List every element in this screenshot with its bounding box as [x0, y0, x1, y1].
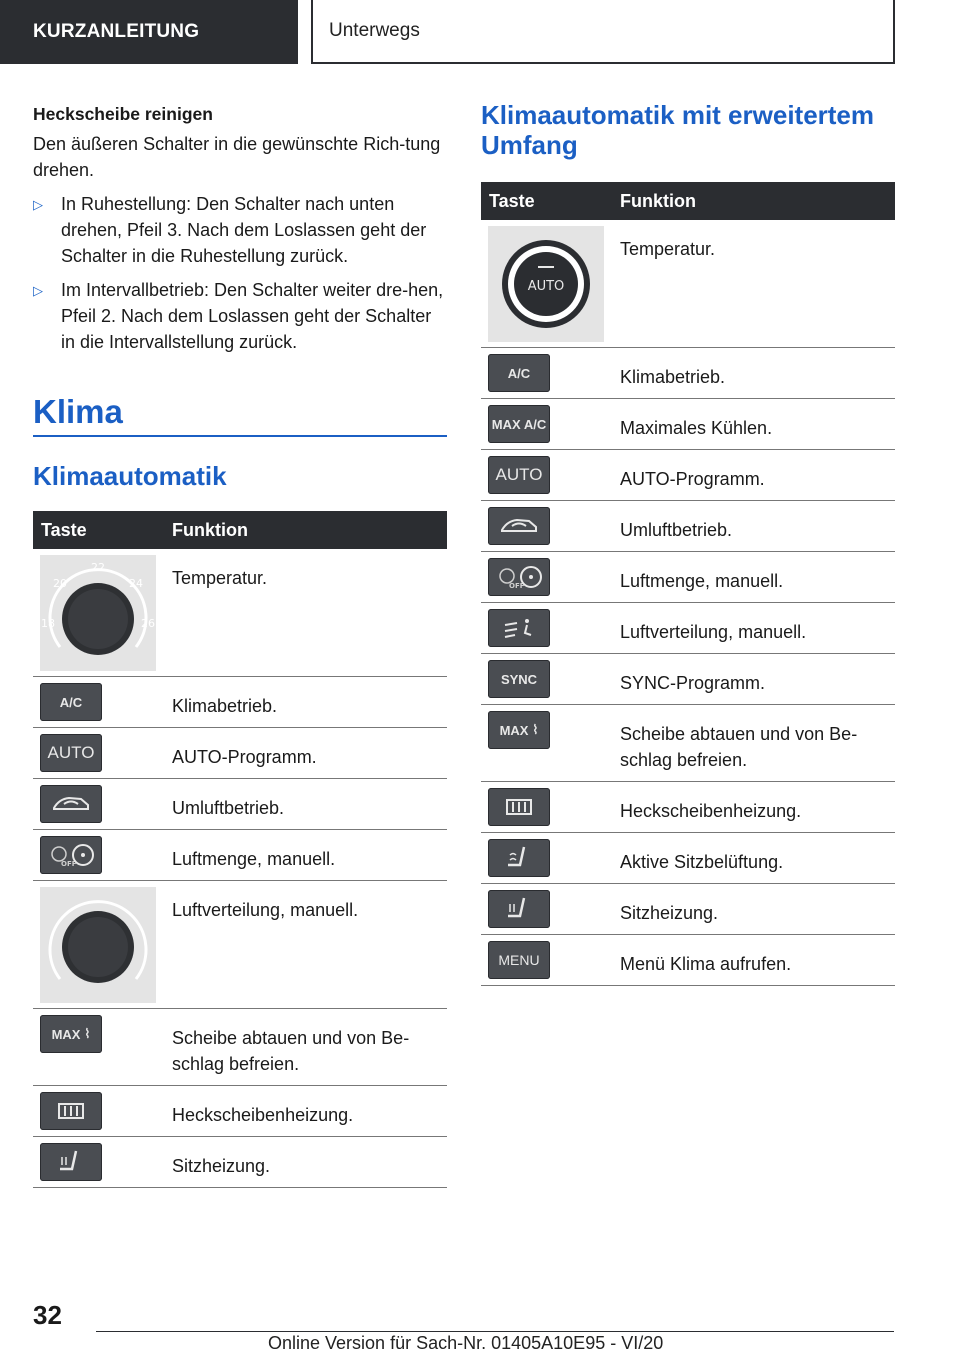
function-text: Luftverteilung, manuell.: [612, 603, 895, 654]
table-row: [481, 935, 895, 986]
recirculation-icon: [488, 507, 550, 545]
function-text: SYNC-Programm.: [612, 654, 895, 705]
seat-heating-icon: [488, 890, 550, 928]
table-row: [481, 654, 895, 705]
function-text: Umluftbetrieb.: [164, 779, 447, 830]
sync-button-icon: SYNC: [488, 660, 550, 698]
page-number: 32: [33, 1300, 62, 1330]
rear-defrost-icon: [40, 1092, 102, 1130]
table-row: [481, 220, 895, 348]
dial-tick-label: 22: [91, 561, 105, 574]
svg-text:OFF: OFF: [509, 582, 525, 590]
section-heading: Klima: [33, 393, 447, 437]
column-header-key: Taste: [33, 511, 164, 549]
dial-tick-label: 24: [129, 577, 143, 590]
max-defrost-icon: MAX ⌇: [40, 1015, 102, 1053]
table-row: [481, 782, 895, 833]
fan-icon: [40, 836, 102, 874]
fan-icon: [488, 558, 550, 596]
auto-button-icon: AUTO: [40, 734, 102, 772]
function-text: Menü Klima aufrufen.: [612, 935, 895, 986]
triangle-bullet-icon: ▷: [33, 197, 43, 212]
table-row: [33, 779, 447, 830]
function-text: Klimabetrieb.: [612, 348, 895, 399]
function-text: Luftmenge, manuell.: [612, 552, 895, 603]
table-row: [33, 1009, 447, 1086]
function-text: Scheibe abtauen und von Be-schlag befreien.: [164, 1009, 447, 1086]
function-text: AUTO-Programm.: [612, 450, 895, 501]
function-text: Maximales Kühlen.: [612, 399, 895, 450]
function-text: Aktive Sitzbelüftung.: [612, 833, 895, 884]
intro-text: Den äußeren Schalter in die gewünschte Rich-tung drehen.: [33, 134, 441, 180]
function-text: Heckscheibenheizung.: [612, 782, 895, 833]
function-text: Luftverteilung, manuell.: [164, 881, 447, 1009]
ac-button-icon: A/C: [40, 683, 102, 721]
rear-defrost-icon: [488, 788, 550, 826]
table-row: [33, 728, 447, 779]
function-text: Klimabetrieb.: [164, 677, 447, 728]
air-distribution-icon: [488, 609, 550, 647]
ac-button-icon: A/C: [488, 354, 550, 392]
table-row: [33, 549, 447, 677]
table-row: [33, 1137, 447, 1188]
extended-climate-table: [481, 182, 895, 986]
footer-divider: [96, 1331, 894, 1332]
table-row: [481, 833, 895, 884]
temperature-dial-icon: [40, 555, 156, 671]
table-row: [33, 830, 447, 881]
column-header-function: Funktion: [164, 511, 447, 549]
recirculation-icon: [40, 785, 102, 823]
air-distribution-dial-icon: [40, 887, 156, 1003]
table-row: [481, 552, 895, 603]
table-row: [33, 881, 447, 1009]
chapter-label: Unterwegs: [329, 20, 420, 41]
dial-tick-label: 20: [53, 577, 67, 590]
bullet-item: [33, 277, 447, 355]
function-text: Temperatur.: [164, 549, 447, 677]
subsection-heading: Klimaautomatik mit erweitertem Umfang: [481, 100, 875, 160]
max-ac-button-icon: MAX A/C: [488, 405, 550, 443]
table-row: [481, 399, 895, 450]
table-header: [481, 182, 895, 220]
function-text: Heckscheibenheizung.: [164, 1086, 447, 1137]
seat-heating-icon: [40, 1143, 102, 1181]
section-label: KURZANLEITUNG: [33, 21, 200, 42]
chapter-tab: [311, 0, 895, 64]
subheading: Heckscheibe reinigen: [33, 104, 213, 124]
function-text: Luftmenge, manuell.: [164, 830, 447, 881]
bullet-text: Im Intervallbetrieb: Den Schalter weiter dre-hen, Pfeil 2. Nach dem Loslassen geht der Schalter in die Intervallstellung zurück.: [61, 280, 444, 352]
auto-temperature-dial-icon: [488, 226, 604, 342]
function-text: AUTO-Programm.: [164, 728, 447, 779]
menu-button-icon: MENU: [488, 941, 550, 979]
dial-tick-label: 26: [141, 617, 155, 630]
climate-table: [33, 511, 447, 1188]
table-row: [481, 501, 895, 552]
table-row: [481, 450, 895, 501]
table-row: [33, 1086, 447, 1137]
bullet-text: In Ruhestellung: Den Schalter nach unten drehen, Pfeil 3. Nach dem Loslassen geht der Schalter in die Ruhestellung zurück.: [61, 194, 427, 266]
auto-button-icon: AUTO: [488, 456, 550, 494]
button-label: MAX: [51, 1026, 81, 1042]
table-header: [33, 511, 447, 549]
button-label: MAX: [499, 722, 529, 738]
section-tab: [0, 0, 298, 64]
svg-text:OFF: OFF: [61, 860, 77, 868]
function-text: Sitzheizung.: [164, 1137, 447, 1188]
table-row: [33, 677, 447, 728]
table-row: [481, 705, 895, 782]
max-defrost-icon: MAX ⌇: [488, 711, 550, 749]
footer-text: Online Version für Sach-Nr. 01405A10E95 - VI/20: [268, 1333, 664, 1353]
left-column: [33, 104, 447, 1188]
column-header-key: Taste: [481, 182, 612, 220]
dial-label: AUTO: [527, 279, 565, 294]
right-column: [481, 100, 895, 986]
function-text: Sitzheizung.: [612, 884, 895, 935]
column-header-function: Funktion: [612, 182, 895, 220]
triangle-bullet-icon: ▷: [33, 283, 43, 298]
function-text: Temperatur.: [612, 220, 895, 348]
bullet-item: [33, 191, 447, 269]
table-row: [481, 348, 895, 399]
function-text: Scheibe abtauen und von Be-schlag befreien.: [612, 705, 895, 782]
dial-tick-label: 18: [41, 617, 55, 630]
seat-ventilation-icon: [488, 839, 550, 877]
table-row: [481, 884, 895, 935]
subsection-heading: Klimaautomatik: [33, 461, 227, 491]
function-text: Umluftbetrieb.: [612, 501, 895, 552]
table-row: [481, 603, 895, 654]
